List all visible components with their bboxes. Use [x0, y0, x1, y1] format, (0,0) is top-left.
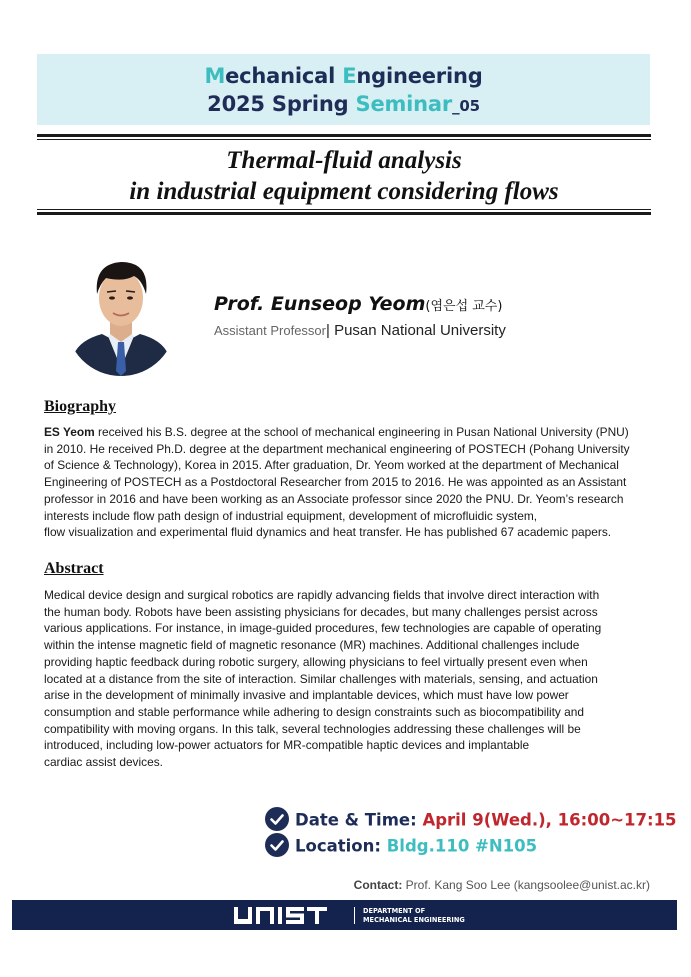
check-circle-icon [265, 807, 289, 831]
biography-line: ES Yeom received his B.S. degree at the school of mechanical engineering in Pusan National University (PNU) [44, 425, 629, 439]
speaker-affiliation [214, 322, 506, 339]
abstract-line: introduced, including low-power actuators for MR-compatible haptic devices and implantable [44, 738, 530, 753]
footer-separator [354, 907, 355, 924]
banner-text-segment: Seminar [355, 92, 453, 116]
contact-value: Prof. Kang Soo Lee (kangsoolee@unist.ac.kr) [402, 878, 650, 892]
abstract-line: providing haptic feedback during robotic surgery, allowing physicians to feel virtually present even when [44, 654, 588, 669]
abstract-line: the human body. Robots have been assisting physicians for decades, but many challenges persist across [44, 604, 598, 619]
abstract-line: located at a distance from the site of interaction. Similar challenges with materials, sensing, and actuation [44, 671, 598, 686]
location-value: Bldg.110 #N105 [386, 836, 538, 856]
unist-logo [234, 907, 334, 929]
location-row [265, 835, 537, 859]
biography-line: professor in 2016 and have been working as an Associate professor since 2020 the PNU. Dr. Yeom’s research [44, 491, 624, 506]
abstract-line: arise in the development of minimally invasive and implantable devices, which must have low power [44, 688, 569, 703]
date-value: April 9(Wed.), 16:00~17:15 [422, 810, 677, 830]
seminar-title [37, 145, 651, 207]
banner-text-segment: E [342, 64, 357, 88]
location-label: Location: [295, 836, 387, 856]
biography-heading: Biography [44, 398, 117, 415]
biography-line: interests include flow path design of industrial equipment, development of microfluidic system, [44, 508, 538, 523]
divider [37, 209, 651, 210]
banner-text-segment: _05 [452, 97, 480, 115]
speaker-university: Pusan National University [334, 322, 506, 339]
seminar-banner [37, 54, 650, 125]
biography-text [44, 424, 664, 541]
affiliation-separator: | [326, 322, 330, 339]
abstract-line: consumption and stable performance while adhering to design constraints such as biocompatibility and [44, 704, 585, 719]
contact-line [354, 878, 650, 892]
abstract-text [44, 587, 664, 771]
biography-line: Engineering of POSTECH as a Postdoctoral Researcher from 2015 to 2016. He was appointed as an Assistant [44, 475, 627, 490]
department-line-1: DEPARTMENT OF [363, 907, 426, 915]
banner-text-segment: ngineering [356, 64, 483, 88]
abstract-line: Medical device design and surgical robotics are rapidly advancing fields that involve direct interaction with [44, 588, 600, 602]
biography-line: of Science & Technology), Korea in 2015. After graduation, Dr. Yeom worked at the department of Mechanical [44, 458, 619, 473]
abstract-heading: Abstract [44, 560, 104, 577]
date-time-row [265, 809, 677, 833]
divider [37, 134, 651, 137]
divider [37, 212, 651, 215]
date-label: Date & Time: [295, 810, 423, 830]
footer-bar [12, 900, 677, 930]
banner-text-segment: 2025 Spring [207, 92, 356, 116]
banner-text-segment: echanical [225, 64, 343, 88]
abstract-line: cardiac assist devices. [44, 755, 163, 770]
department-line-2: MECHANICAL ENGINEERING [363, 915, 465, 924]
biography-line: in 2010. He received Ph.D. degree at the department mechanical engineering of POSTECH (Pohang University [44, 441, 630, 456]
speaker-position: Assistant Professor [214, 323, 326, 338]
banner-line-2 [37, 90, 650, 120]
abstract-line: within the intense magnetic field of magnetic resonance (MR) machines. Additional challenges include [44, 638, 580, 653]
title-line-2: in industrial equipment considering flows [129, 178, 559, 205]
speaker-name-en: Prof. Eunseop Yeom [214, 293, 426, 315]
speaker-name-kr: (염은섭 교수) [425, 299, 503, 314]
biography-line: flow visualization and experimental fluid dynamics and heat transfer. He has published 67 academic papers. [44, 525, 612, 540]
divider [37, 139, 651, 140]
department-name [363, 907, 465, 924]
title-line-1: Thermal-fluid analysis [226, 147, 462, 174]
abstract-line: compatibility with moving organs. In this talk, several technologies addressing these challenges will be [44, 721, 581, 736]
banner-text-segment: M [204, 64, 226, 88]
abstract-line: various applications. For instance, in image-guided procedures, few technologies are capable of operating [44, 621, 602, 636]
biography-name-lead: ES Yeom [44, 425, 95, 439]
banner-line-1 [37, 54, 650, 90]
speaker-photo [66, 236, 176, 376]
speaker-name [214, 293, 502, 315]
check-circle-icon [265, 833, 289, 857]
contact-label: Contact: [353, 878, 403, 892]
